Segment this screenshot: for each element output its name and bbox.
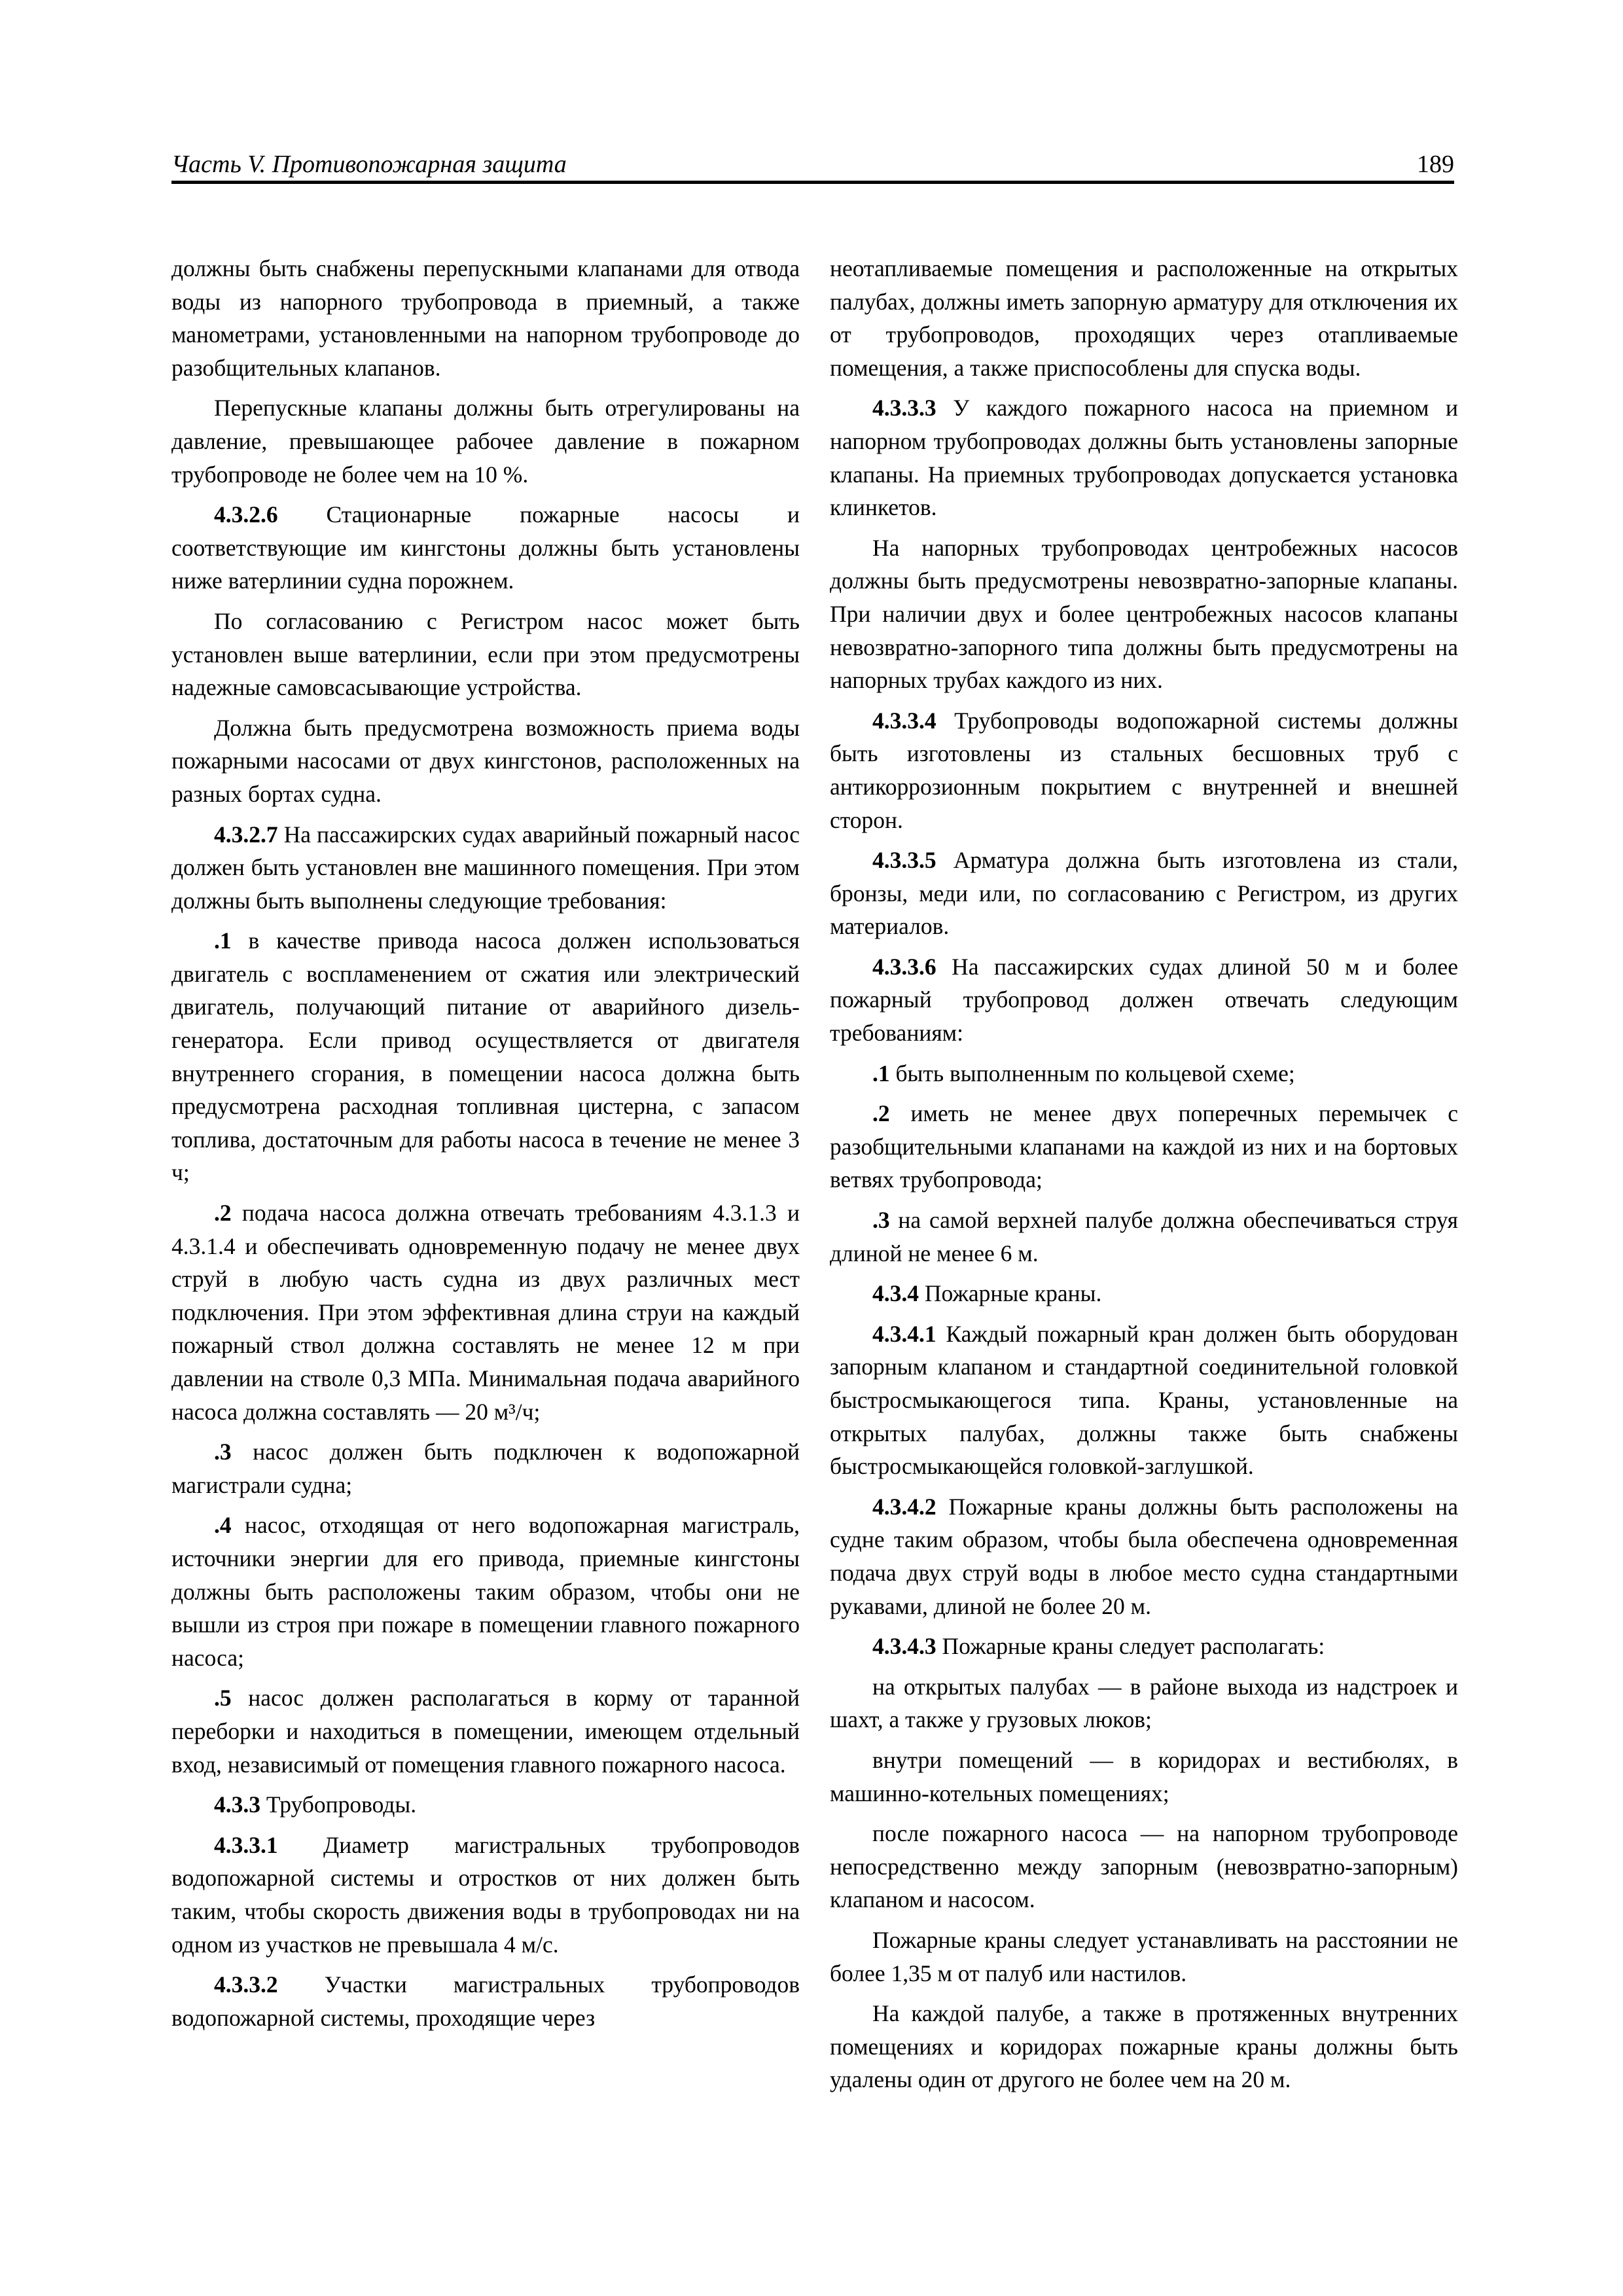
section-number: 4.3.4.1 [872, 1320, 936, 1347]
paragraph [171, 924, 800, 1189]
running-title: Часть V. Противопожарная защита [171, 151, 567, 178]
paragraph-text: На каждой палубе, а также в протяженных внутренних помещениях и коридорах пожарные краны должны быть удалены один от другого не более чем на 20 м. [830, 2000, 1458, 2093]
paragraph [830, 704, 1458, 836]
section-number: 4.3.4.3 [872, 1633, 936, 1660]
paragraph [830, 1744, 1458, 1810]
section-number: 4.3.2.7 [214, 821, 278, 848]
page-number: 189 [1417, 151, 1454, 178]
paragraph-text: внутри помещений — в коридорах и вестибюлях, в машинно-котельных помещениях; [830, 1746, 1458, 1806]
paragraph-text: насос должен быть подключен к водопожарной магистрали судна; [171, 1439, 800, 1498]
paragraph-text: Должна быть предусмотрена возможность приема воды пожарными насосами от двух кингстонов, расположенных на разных бортах судна. [171, 714, 800, 807]
paragraph-text: На пассажирских судах аварийный пожарный насос должен быть установлен вне машинного помещения. При этом должны быть выполнены следующие требования: [171, 821, 800, 914]
paragraph [171, 498, 800, 598]
paragraph [830, 1204, 1458, 1270]
paragraph [171, 1968, 800, 2034]
paragraph [830, 1924, 1458, 1990]
paragraph [171, 1829, 800, 1961]
paragraph-text: Диаметр магистральных трубопроводов водопожарной системы и отростков от них должен быть таким, чтобы скорость движения воды в трубопроводах ни на одном из участков не превышала 4 м/с. [171, 1831, 800, 1958]
paragraph [830, 950, 1458, 1050]
paragraph [171, 605, 800, 704]
paragraph [830, 531, 1458, 697]
section-number: 4.3.3.4 [872, 707, 936, 734]
paragraph-text: иметь не менее двух поперечных перемычек с разобщительными клапанами на каждой из них и на бортовых ветвях трубопровода; [830, 1100, 1458, 1193]
paragraph [830, 1670, 1458, 1736]
section-number: 4.3.3.1 [214, 1831, 278, 1858]
section-number: 4.3.4.2 [872, 1493, 936, 1520]
paragraph [171, 391, 800, 491]
paragraph [830, 1057, 1458, 1090]
paragraph-text: Трубопроводы. [260, 1791, 417, 1818]
paragraph-text: быть выполненным по кольцевой схеме; [889, 1060, 1295, 1086]
paragraph-text: подача насоса должна отвечать требованиям 4.3.1.3 и 4.3.1.4 и обеспечивать одновременную подачу не менее двух струй в любую часть судна из двух различных мест подключения. При этом эффективная длина струи на каждый пожарный ствол должна составлять не менее 12 м при давлении на стволе 0,3 МПа. Минимальная подача аварийного насоса должна составлять — 20 м³/ч; [171, 1200, 800, 1425]
paragraph-text: после пожарного насоса — на напорном трубопроводе непосредственно между запорным (невозвратно-запорным) клапаном и насосом. [830, 1820, 1458, 1913]
paragraph-text: на самой верхней палубе должна обеспечиваться струя длиной не менее 6 м. [830, 1207, 1458, 1266]
paragraph [830, 1277, 1458, 1310]
paragraph [830, 1097, 1458, 1196]
paragraph [830, 844, 1458, 943]
section-number: .4 [214, 1512, 232, 1539]
paragraph-text: Пожарные краны должны быть расположены на судне таким образом, чтобы была обеспечена одновременная подача двух струй воды в любое место судна стандартными рукавами, длиной не более 20 м. [830, 1493, 1458, 1619]
right-column [830, 252, 1458, 2104]
paragraph-text: неотапливаемые помещения и расположенные на открытых палубах, должны иметь запорную арматуру для отключения их от трубопроводов, проходящих через отапливаемые помещения, а также приспособлены для спуска воды. [830, 255, 1458, 381]
paragraph-text: Пожарные краны следует устанавливать на расстоянии не более 1,35 м от палуб или настилов. [830, 1926, 1458, 1986]
paragraph-text: должны быть снабжены перепускными клапанами для отвода воды из напорного трубопровода в приемный, а также манометрами, установленными на напорном трубопроводе до разобщительных клапанов. [171, 255, 800, 381]
paragraph-text: в качестве привода насоса должен использоваться двигатель с воспламенением от сжатия или электрический двигатель, получающий питание от аварийного дизель-генератора. Если привод осуществляется от двигателя внутреннего сгорания, в помещении насоса должна быть предусмотрена расходная топливная цистерна, с запасом топлива, достаточным для работы насоса в течение не менее 3 ч; [171, 927, 800, 1186]
section-number: 4.3.4 [872, 1280, 919, 1307]
paragraph-text: Участки магистральных трубопроводов водопожарной системы, проходящие через [171, 1971, 800, 2031]
paragraph [171, 1788, 800, 1821]
section-number: .3 [872, 1207, 890, 1234]
paragraph-text: По согласованию с Регистром насос может быть установлен выше ватерлинии, если при этом предусмотрены надежные самовсасывающие устройства. [171, 607, 800, 701]
paragraph-text: На напорных трубопроводах центробежных насосов должны быть предусмотрены невозвратно-запорные клапаны. При наличии двух и более центробежных насосов клапаны невозвратно-запорного типа должны быть предусмотрены на напорных трубах каждого из них. [830, 534, 1458, 694]
paragraph [171, 1196, 800, 1428]
section-number: .5 [214, 1685, 232, 1712]
section-number: .1 [214, 927, 232, 954]
paragraph-text: на открытых палубах — в районе выхода из надстроек и шахт, а также у грузовых люков; [830, 1673, 1458, 1733]
section-number: 4.3.3 [214, 1791, 260, 1818]
paragraph-text: Пожарные краны. [919, 1280, 1102, 1307]
paragraph [830, 252, 1458, 384]
paragraph [830, 1997, 1458, 2096]
paragraph-text: Стационарные пожарные насосы и соответствующие им кингстоны должны быть установлены ниже ватерлинии судна порожнем. [171, 501, 800, 594]
paragraph-text: насос должен располагаться в корму от таранной переборки и находиться в помещении, имеющем отдельный вход, независимый от помещения главного пожарного насоса. [171, 1685, 800, 1778]
paragraph [171, 1681, 800, 1781]
paragraph [171, 252, 800, 384]
paragraph-text: Пожарные краны следует располагать: [936, 1633, 1325, 1660]
paragraph-text: На пассажирских судах длиной 50 м и более пожарный трубопровод должен отвечать следующим требованиям: [830, 953, 1458, 1047]
paragraph-text: Каждый пожарный кран должен быть оборудован запорным клапаном и стандартной соединительной головкой быстросмыкающегося типа. Краны, установленные на открытых палубах, должны также быть снабжены быстросмыкающейся головкой-заглушкой. [830, 1320, 1458, 1480]
page-header [171, 144, 1454, 184]
section-number: .3 [214, 1439, 232, 1465]
section-number: .2 [872, 1100, 890, 1127]
section-number: .1 [872, 1060, 890, 1086]
paragraph [171, 818, 800, 918]
section-number: .2 [214, 1200, 232, 1227]
paragraph [171, 711, 800, 811]
paragraph [171, 1509, 800, 1674]
left-column [171, 252, 800, 2041]
paragraph [830, 1318, 1458, 1483]
section-number: 4.3.3.5 [872, 847, 936, 874]
paragraph-text: У каждого пожарного насоса на приемном и напорном трубопроводах должны быть установлены запорные клапаны. На приемных трубопроводах допускается установка клинкетов. [830, 395, 1458, 521]
section-number: 4.3.3.6 [872, 953, 936, 980]
paragraph [830, 391, 1458, 524]
paragraph [171, 1435, 800, 1501]
paragraph-text: Перепускные клапаны должны быть отрегулированы на давление, превышающее рабочее давление в пожарном трубопроводе не более чем на 10 %. [171, 395, 800, 488]
section-number: 4.3.3.2 [214, 1971, 278, 1998]
paragraph-text: Арматура должна быть изготовлена из стали, бронзы, меди или, по согласованию с Регистром, из других материалов. [830, 847, 1458, 940]
paragraph [830, 1490, 1458, 1623]
paragraph-text: насос, отходящая от него водопожарная магистраль, источники энергии для его привода, приемные кингстоны должны быть расположены таким образом, чтобы они не вышли из строя при пожаре в помещении главного пожарного насоса; [171, 1512, 800, 1671]
section-number: 4.3.2.6 [214, 501, 278, 528]
paragraph [830, 1630, 1458, 1663]
paragraph-text: Трубопроводы водопожарной системы должны быть изготовлены из стальных бесшовных труб с антикоррозионным покрытием с внутренней и внешней сторон. [830, 707, 1458, 833]
paragraph [830, 1817, 1458, 1916]
section-number: 4.3.3.3 [872, 395, 936, 422]
